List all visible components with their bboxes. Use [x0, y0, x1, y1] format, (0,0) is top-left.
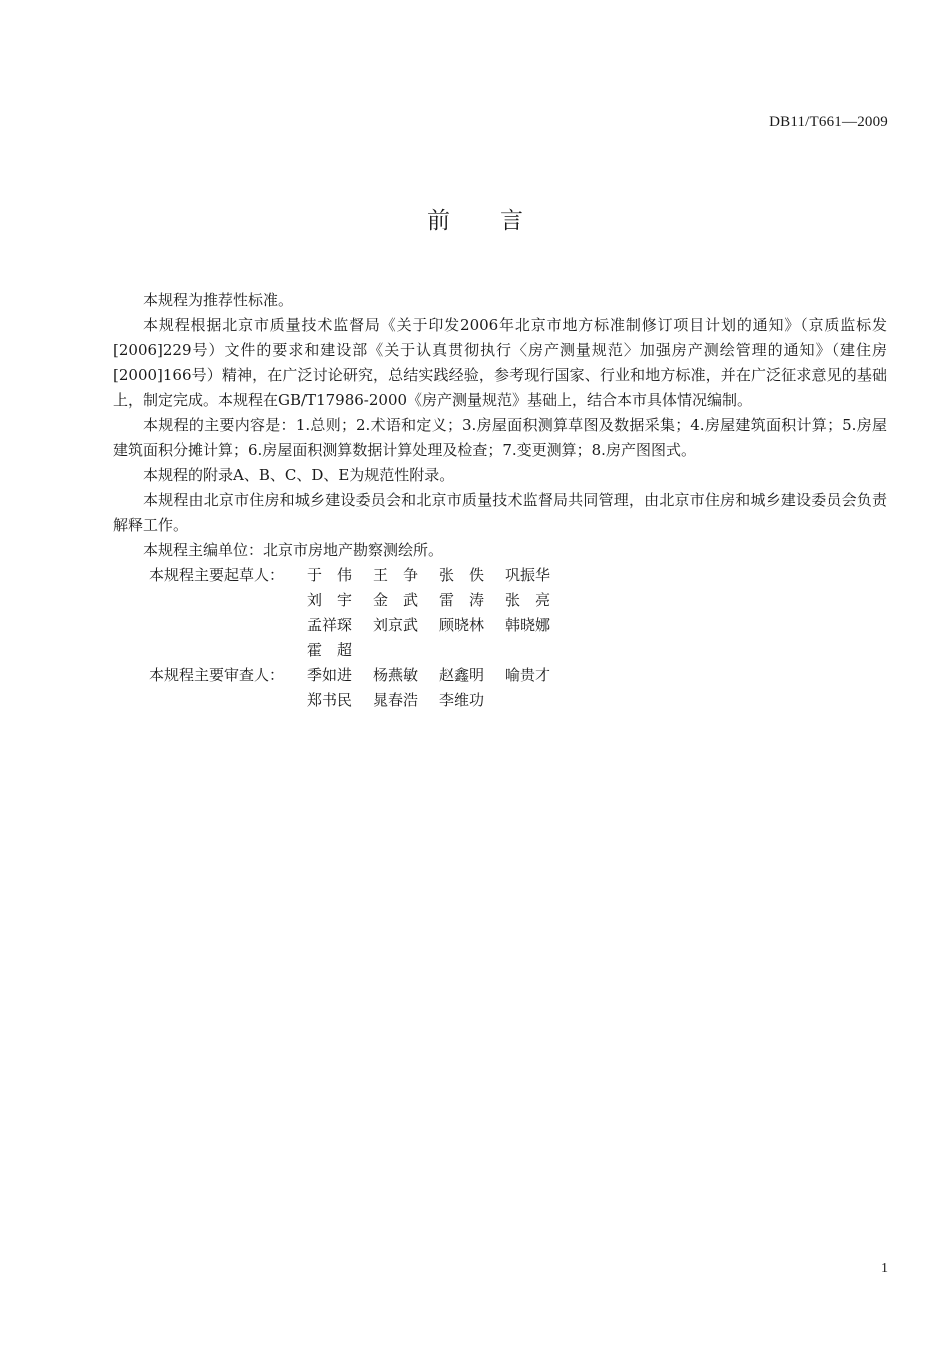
- reviewer-name: 郑书民: [307, 691, 353, 709]
- paragraph-standard-type: 本规程为推荐性标准。: [143, 291, 294, 309]
- drafters-label: 本规程主要起草人：: [149, 566, 285, 584]
- reviewer-name: 赵鑫明: [439, 666, 485, 684]
- reviewer-name: 季如进: [307, 666, 353, 684]
- drafter-name: 金 武: [373, 591, 419, 609]
- drafters-row: [113, 588, 887, 613]
- paragraph-editor-unit: 本规程主编单位：北京市房地产勘察测绘所。: [143, 541, 444, 559]
- drafters-list: [113, 563, 887, 663]
- page-title: 前言: [427, 208, 573, 234]
- drafter-name: 顾晓林: [439, 616, 485, 634]
- drafter-name: 巩振华: [505, 566, 551, 584]
- paragraph-appendix: 本规程的附录A、B、C、D、E为规范性附录。: [143, 466, 455, 484]
- paragraph-main-contents: 本规程的主要内容是：1.总则；2.术语和定义；3.房屋面积测算草图及数据采集；4.房屋建筑面积计算；5.房屋建筑面积分摊计算；6.房屋面积测算数据计算处理及检查；7.变更测算；8.房产图图式。: [113, 416, 887, 459]
- reviewers-label: 本规程主要审查人：: [149, 666, 285, 684]
- drafters-row: [113, 613, 887, 638]
- reviewers-row: [113, 688, 887, 713]
- drafters-row: [113, 638, 887, 663]
- drafter-name: 王 争: [373, 566, 419, 584]
- drafter-name: 刘京武: [373, 616, 419, 634]
- drafter-name: 张 亮: [505, 591, 551, 609]
- drafter-name: 雷 涛: [439, 591, 485, 609]
- preface-body: [113, 288, 887, 713]
- reviewer-name: 李维功: [439, 691, 485, 709]
- document-code: DB11/T661—2009: [769, 114, 888, 130]
- reviewers-row: [113, 663, 887, 688]
- drafter-name: 韩晓娜: [505, 616, 551, 634]
- drafter-name: 于 伟: [307, 566, 353, 584]
- drafter-name: 刘 宇: [307, 591, 353, 609]
- page-number: 1: [881, 1261, 888, 1276]
- paragraph-management: 本规程由北京市住房和城乡建设委员会和北京市质量技术监督局共同管理，由北京市住房和城乡建设委员会负责解释工作。: [113, 491, 887, 534]
- drafter-name: 张 佚: [439, 566, 485, 584]
- reviewer-name: 晁春浩: [373, 691, 419, 709]
- drafter-name: 霍 超: [307, 641, 353, 659]
- reviewer-name: 杨燕敏: [373, 666, 419, 684]
- reviewer-name: 喻贵才: [505, 666, 551, 684]
- reviewers-list: [113, 663, 887, 713]
- paragraph-basis: 本规程根据北京市质量技术监督局《关于印发2006年北京市地方标准制修订项目计划的通知》（京质监标发[2006]229号）文件的要求和建设部《关于认真贯彻执行〈房产测量规范〉加强房产测绘管理的通知》（建住房[2000]166号）精神，在广泛讨论研究，总结实践经验，参考现行国家、行业和地方标准，并在广泛征求意见的基础上，制定完成。本规程在GB/T17986-2000《房产测量规范》基础上，结合本市具体情况编制。: [113, 316, 887, 409]
- drafters-row: [113, 563, 887, 588]
- drafter-name: 孟祥琛: [307, 616, 353, 634]
